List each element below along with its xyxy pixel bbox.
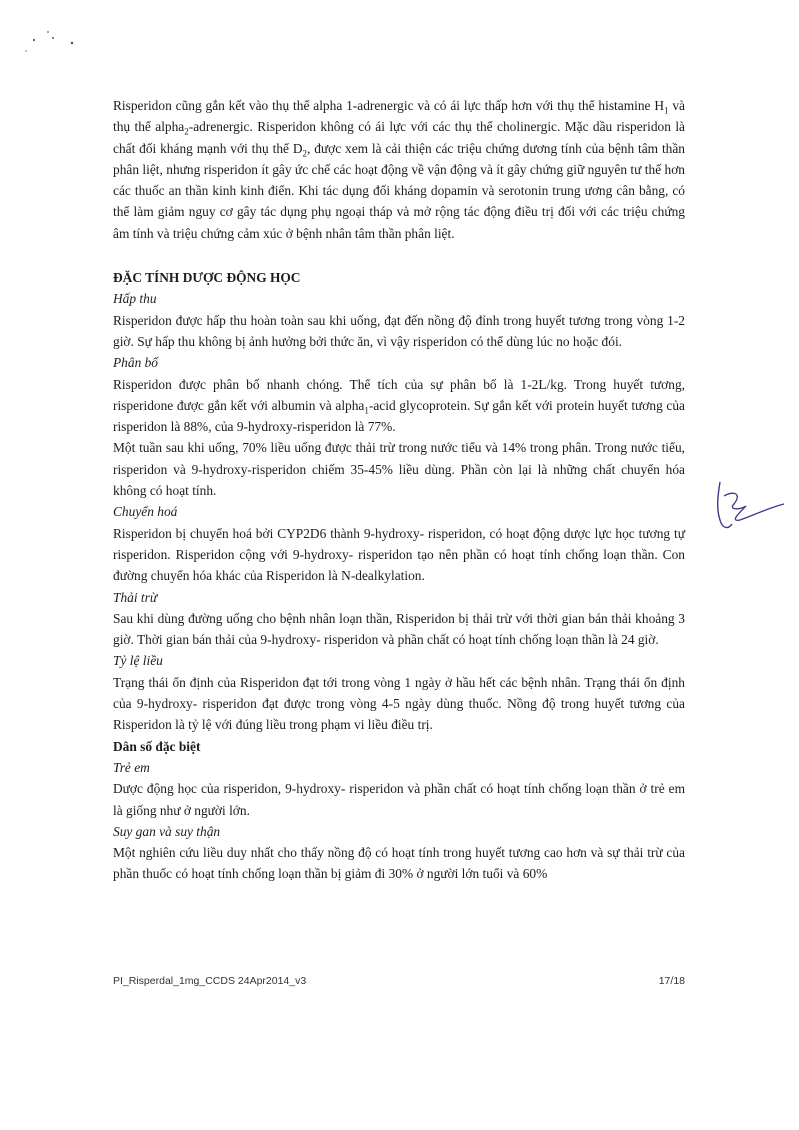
elimination-subheading: Thải trừ bbox=[113, 589, 158, 605]
signature-initials bbox=[706, 476, 786, 546]
distribution-paragraph: Risperidon được phân bố nhanh chóng. Thể tích của sự phân bố là 1-2L/kg. Trong huyết tương, risperidone được gắn kết với albumin và alpha$_1$-acid glycoprotein. Sự gắn kết với protein huyết tương của risperidon là 88%, của 9-hydroxy-risperidon là 77%. bbox=[113, 376, 685, 435]
elimination-paragraph: Sau khi dùng đường uống cho bệnh nhân loạn thần, Risperidon bị thải trừ với thời gian bán thải khoảng 3 giờ. Thời gian bán thải của 9-hydroxy- risperidon và phần chất có hoạt tính chống loạn thần là 24 giờ. bbox=[113, 610, 685, 648]
distribution-subheading: Phân bố bbox=[113, 355, 159, 371]
document-id: PI_Risperdal_1mg_CCDS 24Apr2014_v3 bbox=[113, 975, 307, 987]
scan-speckles bbox=[20, 30, 80, 60]
page-footer bbox=[113, 975, 685, 987]
page-number: 17/18 bbox=[658, 975, 685, 987]
intro-paragraph: Risperidon cũng gắn kết vào thụ thể alpha 1-adrenergic và có ái lực thấp hơn với thụ thể histamine $H_1$ và thụ thể alpha$_2$-adrenergic. Risperidon không có ái lực với các thụ thể cholinergic. Mặc dầu risperidon là chất đối kháng mạnh với thụ thể $D_2$, được xem là cải thiện các triệu chứng dương tính của bệnh tâm thần phân liệt, nhưng risperidon ít gây ức chế các hoạt động về vận động và ít gây chứng giữ nguyên tư thế hơn các thuốc an thần kinh kinh điển. Khi tác dụng đối kháng dopamin và serotonin trung ương cân bằng, có thể làm giảm nguy cơ gây tác dụng phụ ngoại tháp và mở rộng tác động điều trị đối với các triệu chứng âm tính và triệu chứng cảm xúc ở bệnh nhân tâm thần phân liệt. bbox=[113, 98, 686, 241]
special-populations-heading: Dân số đặc biệt bbox=[113, 738, 201, 754]
excretion-paragraph: Một tuần sau khi uống, 70% liều uống được thải trừ trong nước tiểu và 14% trong phân. Trong nước tiểu, risperidon và 9-hydroxy-risperidon chiếm 35-45% liều dùng. Phần còn lại là những chất chuyển hóa không có hoạt tính. bbox=[113, 440, 685, 499]
dose-proportionality-subheading: Tỷ lệ liều bbox=[113, 653, 163, 669]
pharmacokinetics-heading: ĐẶC TÍNH DƯỢC ĐỘNG HỌC bbox=[113, 270, 301, 286]
children-paragraph: Dược động học của risperidon, 9-hydroxy- risperidon và phần chất có hoạt tính chống loạn thần ở trẻ em là giống như ở người lớn. bbox=[113, 781, 685, 818]
hepatic-renal-subheading: Suy gan và suy thận bbox=[113, 823, 221, 839]
metabolism-subheading: Chuyển hoá bbox=[113, 504, 178, 520]
absorption-subheading: Hấp thu bbox=[113, 291, 157, 307]
metabolism-paragraph: Risperidon bị chuyển hoá bởi CYP2D6 thành 9-hydroxy- risperidon, có hoạt động dược lực học tương tự risperidon. Risperidon cộng với 9-hydroxy- risperidon tạo nên phần có hoạt tính chống loạn thần. Con đường chuyển hóa khác của Risperidon là N-dealkylation. bbox=[113, 525, 685, 584]
absorption-paragraph: Risperidon được hấp thu hoàn toàn sau khi uống, đạt đến nồng độ đỉnh trong huyết tương trong vòng 1-2 giờ. Sự hấp thu không bị ảnh hưởng bởi thức ăn, vì vậy risperidon có thể dùng lúc no hoặc đói. bbox=[113, 312, 685, 349]
document-body bbox=[113, 95, 685, 885]
dose-proportionality-paragraph: Trạng thái ổn định của Risperidon đạt tới trong vòng 1 ngày ở hầu hết các bệnh nhân. Trạng thái ổn định của 9-hydroxy- risperidon đạt được trong vòng 4-5 ngày dùng thuốc. Nồng độ trong huyết tương của Risperidon là tỷ lệ với đúng liều trong phạm vi liều điều trị. bbox=[113, 674, 685, 733]
children-subheading: Trẻ em bbox=[113, 759, 150, 775]
hepatic-renal-paragraph: Một nghiên cứu liều duy nhất cho thấy nồng độ có hoạt tính trong huyết tương cao hơn và sự thải trừ của phần thuốc có hoạt tính chống loạn thần bị giảm đi 30% ở người lớn tuổi và 60% bbox=[113, 845, 685, 882]
